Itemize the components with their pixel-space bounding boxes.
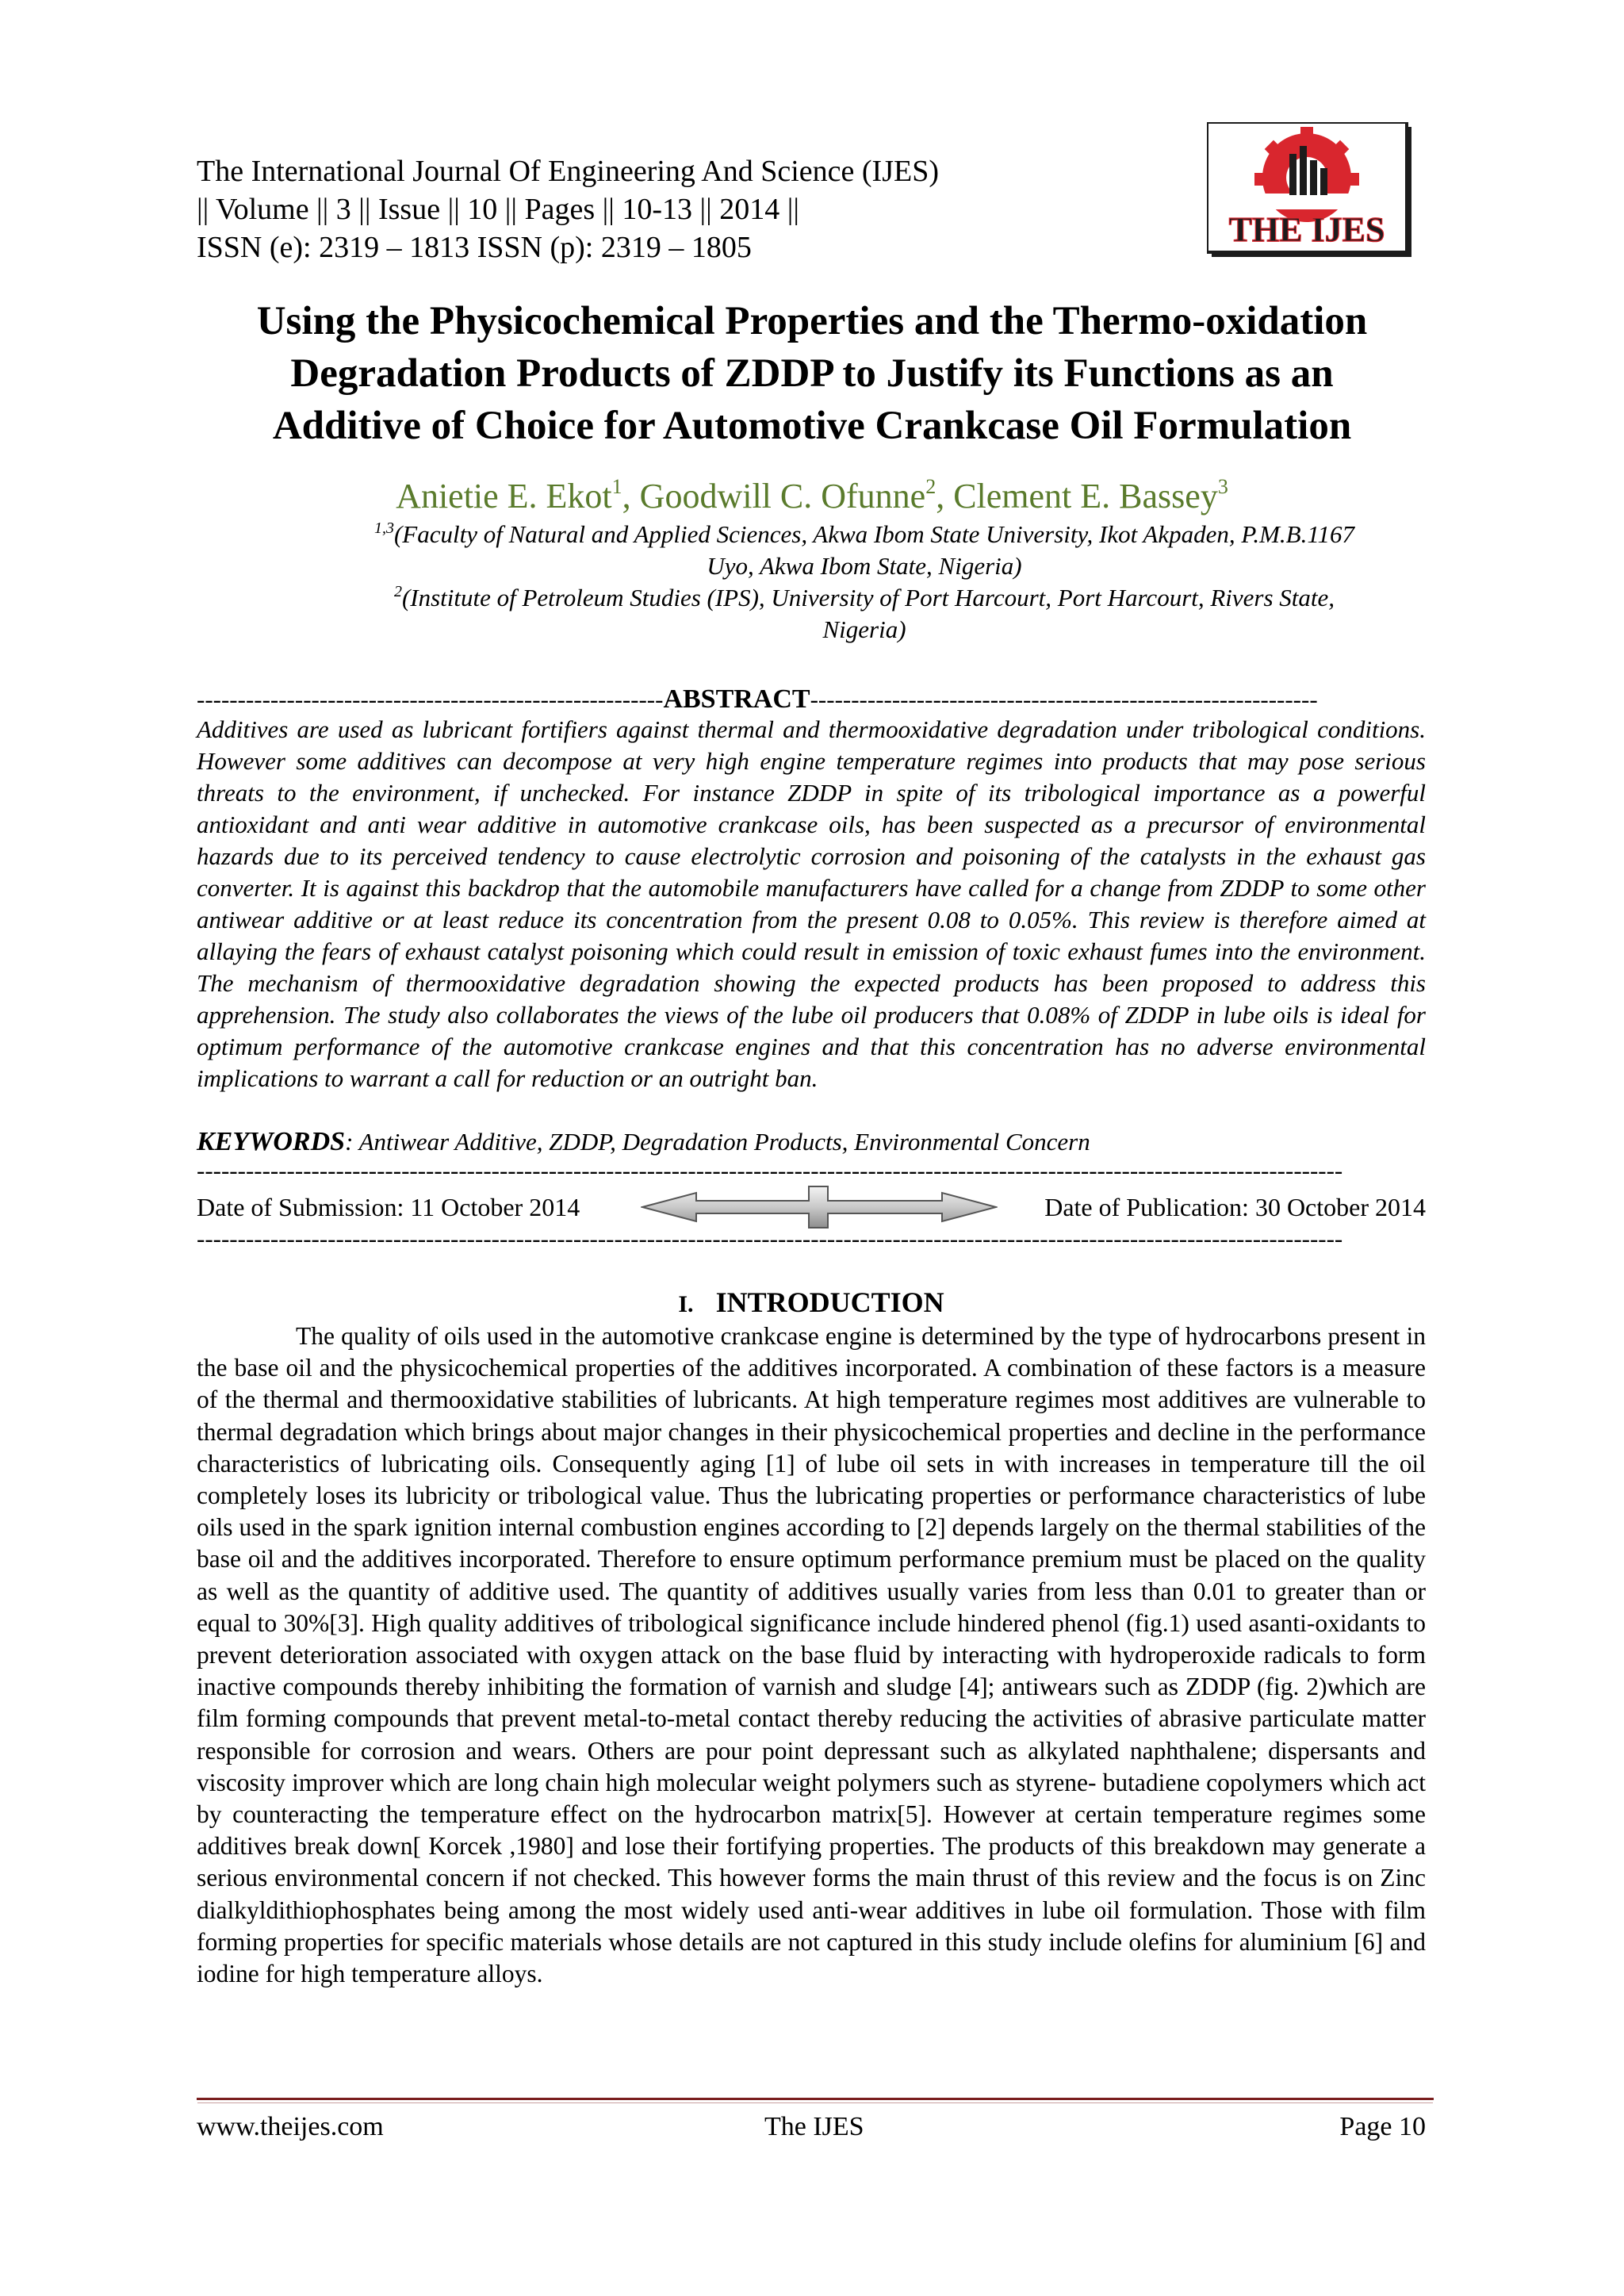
author-superscript: 2 [925, 475, 936, 498]
journal-name: The International Journal Of Engineering And Science (IJES) [197, 155, 939, 188]
keywords-label: KEYWORDS [197, 1127, 346, 1156]
author-name: Goodwill C. Ofunne [639, 477, 926, 516]
dash-rule: -------------------------------------------------------------------------------------------------------------------------------------------- [197, 1225, 1343, 1252]
affiliation-line: (Institute of Petroleum Studies (IPS), University of Port Harcourt, Port Harcourt, Rivers State, [401, 584, 1335, 611]
page-number: Page 10 [1339, 2112, 1426, 2141]
abstract-heading-rule [197, 684, 1426, 715]
publication-date: Date of Publication: 30 October 2014 [1044, 1193, 1426, 1221]
affiliation-line: Nigeria) [822, 615, 906, 643]
affiliation-superscript: 2 [393, 583, 402, 600]
section-heading [197, 1285, 1426, 1322]
abstract-text: Additives are used as lubricant fortifiers against thermal and thermooxidative degradation under tribological conditions. However some additives can decompose at very high engine temperature regimes into products that may pose serious threats to the environment, if unchecked. For instance ZDDP in spite of its tribological importance as a powerful antioxidant and anti wear additive in automotive crankcase oils, has been suspected as a precursor of environmental hazards due to its perceived tendency to cause electrolytic corrosion and poisoning of the catalysts in the exhaust gas converter. It is against this backdrop that the automobile manufacturers have called for a change from ZDDP to some other antiwear additive or at least reduce its concentration from the present 0.08 to 0.05%. This review is therefore aimed at allaying the fears of exhaust catalyst poisoning which could result in emission of toxic exhaust fumes into the environment. The mechanism of thermooxidative degradation showing the expected products has been proposed to address this apprehension. The study also collaborates the views of the lube oil producers that 0.08% of ZDDP in lube oils is ideal for optimum performance of the automotive crankcase engines and that this concentration has no adverse environmental implications to warrant a call for reduction or an outright ban. [197, 715, 1426, 1092]
journal-logo [1207, 122, 1415, 260]
volume-info: || Volume || 3 || Issue || 10 || Pages || 10-13 || 2014 || [197, 193, 799, 226]
affiliation-line: (Faculty of Natural and Applied Sciences, Akwa Ibom State University, Ikot Akpaden, P.M.B.1167 [393, 520, 1355, 548]
logo-text: THE IJES [1228, 210, 1385, 249]
paper-title [159, 295, 1465, 452]
author-separator: , [622, 477, 640, 516]
affiliation [285, 519, 1443, 582]
footer-divider [197, 2098, 1434, 2100]
introduction-body [197, 1320, 1426, 1990]
affiliation [285, 582, 1443, 646]
journal-header [197, 152, 1188, 266]
affiliation-line: Uyo, Akwa Ibom State, Nigeria) [707, 552, 1022, 580]
author-name: Anietie E. Ekot [396, 477, 612, 516]
footer-journal: The IJES [764, 2112, 864, 2141]
author-list [159, 474, 1465, 519]
author-separator: , [936, 477, 954, 516]
author-superscript: 3 [1217, 475, 1228, 498]
affiliation-superscript: 1,3 [373, 519, 394, 537]
section-title: INTRODUCTION [715, 1286, 944, 1318]
paragraph: The quality of oils used in the automotive crankcase engine is determined by the type of hydrocarbons present in the base oil and the physicochemical properties of the additives incorporated. A combination of these factors is a measure of the thermal and thermooxidative stabilities of lubricants. At high temperature regimes most additives are vulnerable to thermal degradation which brings about major changes in their physicochemical properties and decline in the performance characteristics of lubricating oils. Consequently aging [1] of lube oil sets in with increases in temperature till the oil completely loses its lubricity or tribological value. Thus the lubricating properties or performance characteristics of lube oils used in the spark ignition internal combustion engines according to [2] depends largely on the thermal stabilities of the base oil and the additives incorporated. Therefore to ensure optimum performance premium must be placed on the quality as well as the quantity of additive used. The quantity of additives usually varies from less than 0.01 to greater than or equal to 30%[3]. High quality additives of tribological significance include hindered phenol (fig.1) used asanti-oxidants to prevent deterioration associated with oxygen attack on the base fluid by interacting with hydroperoxide radicals to form inactive compounds thereby inhibiting the formation of varnish and sludge [4]; antiwears such as ZDDP (fig. 2)which are film forming compounds that prevent metal-to-metal contact thereby reducing the activities of abrasive particulate matter responsible for corrosion and wears. Others are pour point depressant such as alkylated naphthalene; dispersants and viscosity improver which are long chain high molecular weight polymers such as styrene- butadiene copolymers which act by counteracting the temperature effect on the hydrocarbon matrix[5]. However at certain temperature regimes some additives break down[ Korcek ,1980] and lose their fortifying properties. The products of this breakdown may generate a serious environmental concern if not checked. This however forms the main thrust of this review and the focus is on Zinc dialkyldithiophosphates being among the most widely used anti-wear additives in lube oil formulation. Those with film forming properties for specific materials whose details are not captured in this study include olefins for aluminium [6] and iodine for high temperature alloys. [197, 1322, 1426, 1988]
keywords [197, 1126, 1426, 1158]
title-line: Additive of Choice for Automotive Crankcase Oil Formulation [272, 404, 1352, 448]
author-superscript: 1 [611, 475, 622, 498]
dash-rule: -------------------------------------------------------------------------------------------------------------------------------------------- [197, 1156, 1343, 1184]
dash-rule-left: --------------------------------------------------------- [197, 685, 664, 713]
issn-info: ISSN (e): 2319 – 1813 ISSN (p): 2319 – 1805 [197, 231, 752, 264]
dash-rule-right: -------------------------------------------------------------- [810, 685, 1318, 713]
keywords-list: : Antiwear Additive, ZDDP, Degradation Products, Environmental Concern [345, 1128, 1090, 1156]
section-number: I. [678, 1291, 694, 1317]
title-line: Using the Physicochemical Properties and the Thermo-oxidation [256, 299, 1368, 343]
title-line: Degradation Products of ZDDP to Justify its Functions as an [290, 351, 1334, 396]
footer-website: www.theijes.com [197, 2112, 384, 2141]
abstract-heading: ABSTRACT [663, 684, 810, 714]
submission-date: Date of Submission: 11 October 2014 [197, 1193, 580, 1221]
author-name: Clement E. Bassey [953, 477, 1218, 516]
